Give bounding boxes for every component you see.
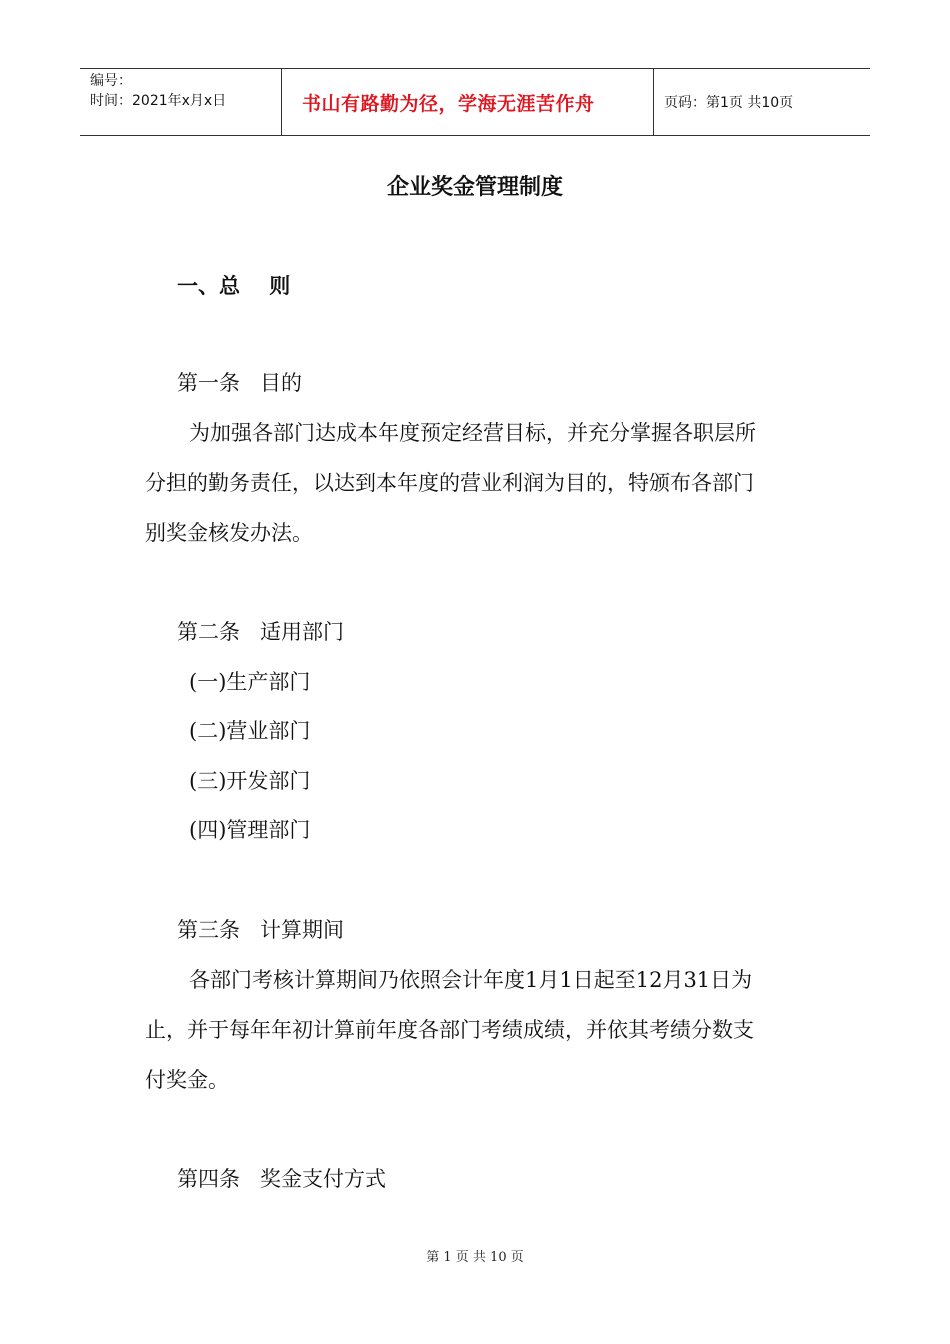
header-meta xyxy=(80,69,282,135)
section-heading: 一、总 则 xyxy=(177,274,291,298)
article-3-heading: 第三条 计算期间 xyxy=(177,918,345,942)
page-footer: 第 1 页 共 10 页 xyxy=(426,1250,524,1265)
document-header xyxy=(80,68,870,136)
article-1-paragraph-line: 分担的勤务责任，以达到本年度的营业利润为目的，特颁布各部门 xyxy=(145,471,754,495)
list-item: (一)生产部门 xyxy=(189,670,311,694)
time-label: 时间：2021年x月x日 xyxy=(90,93,227,109)
article-2-heading: 第二条 适用部门 xyxy=(177,620,345,644)
list-item: (四)管理部门 xyxy=(189,818,311,842)
article-1-paragraph-line: 为加强各部门达成本年度预定经营目标，并充分掌握各职层所 xyxy=(189,421,756,445)
header-page-info: 页码：第1页 共10页 xyxy=(664,95,794,111)
document-title: 企业奖金管理制度 xyxy=(386,175,563,200)
header-motto: 书山有路勤为径，学海无涯苦作舟 xyxy=(282,69,654,135)
article-3-paragraph-line: 止，并于每年年初计算前年度各部门考绩成绩，并依其考绩分数支 xyxy=(145,1018,754,1042)
article-1-paragraph-line: 别奖金核发办法。 xyxy=(145,521,313,545)
article-3-paragraph-line: 各部门考核计算期间乃依照会计年度1月1日起至12月31日为 xyxy=(189,968,753,992)
article-3-paragraph-line: 付奖金。 xyxy=(145,1068,229,1092)
list-item: (二)营业部门 xyxy=(189,719,311,743)
article-1-heading: 第一条 目的 xyxy=(177,371,303,395)
list-item: (三)开发部门 xyxy=(189,769,311,793)
code-label: 编号： xyxy=(90,73,132,89)
article-4-heading: 第四条 奖金支付方式 xyxy=(177,1167,387,1191)
